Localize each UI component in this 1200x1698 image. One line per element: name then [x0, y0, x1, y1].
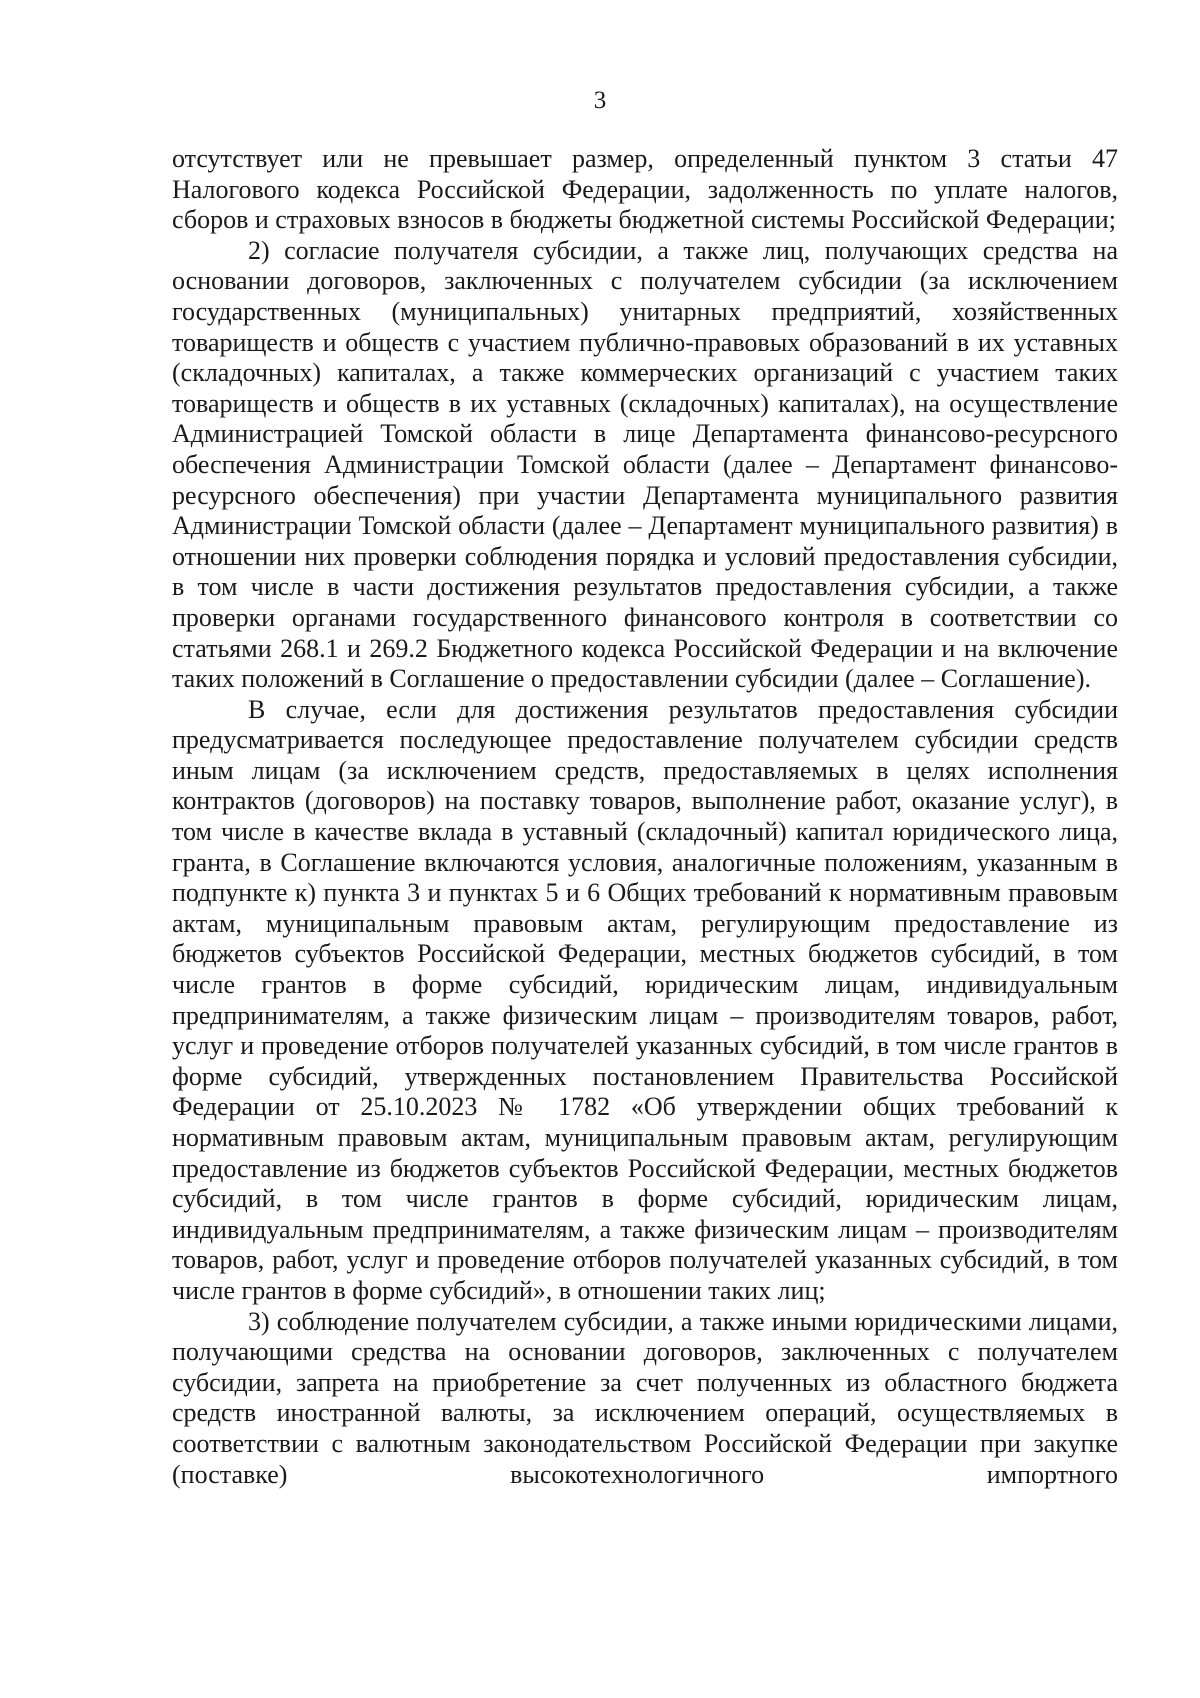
document-body [172, 144, 1118, 1490]
paragraph-case: В случае, если для достижения результатов предоставления субсидии предусматривается последующее предоставление получателем субсидии средств иным лицам (за исключением средств, предоставляемых в целях исполнения контрактов (договоров) на поставку товаров, выполнение работ, оказание услуг), в том числе в качестве вклада в уставный (складочный) капитал юридического лица, гранта, в Соглашение включаются условия, аналогичные положениям, указанным в подпункте к) пункта 3 и пунктах 5 и 6 Общих требований к нормативным правовым актам, муниципальным правовым актам, регулирующим предоставление из бюджетов субъектов Российской Федерации, местных бюджетов субсидий, в том числе грантов в форме субсидий, юридическим лицам, индивидуальным предпринимателям, а также физическим лицам – производителям товаров, работ, услуг и проведение отборов получателей указанных субсидий, в том числе грантов в форме субсидий, утвержденных постановлением Правительства Российской Федерации от 25.10.2023 № 1782 «Об утверждении общих требований к нормативным правовым актам, муниципальным правовым актам, регулирующим предоставление из бюджетов субъектов Российской Федерации, местных бюджетов субсидий, в том числе грантов в форме субсидий, юридическим лицам, индивидуальным предпринимателям, а также физическим лицам – производителям товаров, работ, услуг и проведение отборов получателей указанных субсидий, в том числе грантов в форме субсидий», в отношении таких лиц; [172, 694, 1118, 1305]
paragraph-item-3: 3) соблюдение получателем субсидии, а также иными юридическими лицами, получающими средства на основании договоров, заключенных с получателем субсидии, запрета на приобретение за счет полученных из областного бюджета средств иностранной валюты, за исключением операций, осуществляемых в соответствии с валютным законодательством Российской Федерации при закупке (поставке) высокотехнологичного импортного [172, 1306, 1118, 1489]
paragraph-continuation: отсутствует или не превышает размер, определенный пунктом 3 статьи 47 Налогового кодекса Российской Федерации, задолженность по уплате налогов, сборов и страховых взносов в бюджеты бюджетной системы Российской Федерации; [172, 144, 1118, 235]
paragraph-item-2: 2) согласие получателя субсидии, а также лиц, получающих средства на основании договоров, заключенных с получателем субсидии (за исключением государственных (муниципальных) унитарных предприятий, хозяйственных товариществ и обществ с участием публично-правовых образований в их уставных (складочных) капиталах, а также коммерческих организаций с участием таких товариществ и обществ в их уставных (складочных) капиталах), на осуществление Администрацией Томской области в лице Департамента финансово-ресурсного обеспечения Администрации Томской области (далее – Департамент финансово-ресурсного обеспечения) при участии Департамента муниципального развития Администрации Томской области (далее – Департамент муниципального развития) в отношении них проверки соблюдения порядка и условий предоставления субсидии, в том числе в части достижения результатов предоставления субсидии, а также проверки органами государственного финансового контроля в соответствии со статьями 268.1 и 269.2 Бюджетного кодекса Российской Федерации и на включение таких положений в Соглашение о предоставлении субсидии (далее – Соглашение). [172, 235, 1118, 694]
page-number: 3 [593, 87, 607, 114]
